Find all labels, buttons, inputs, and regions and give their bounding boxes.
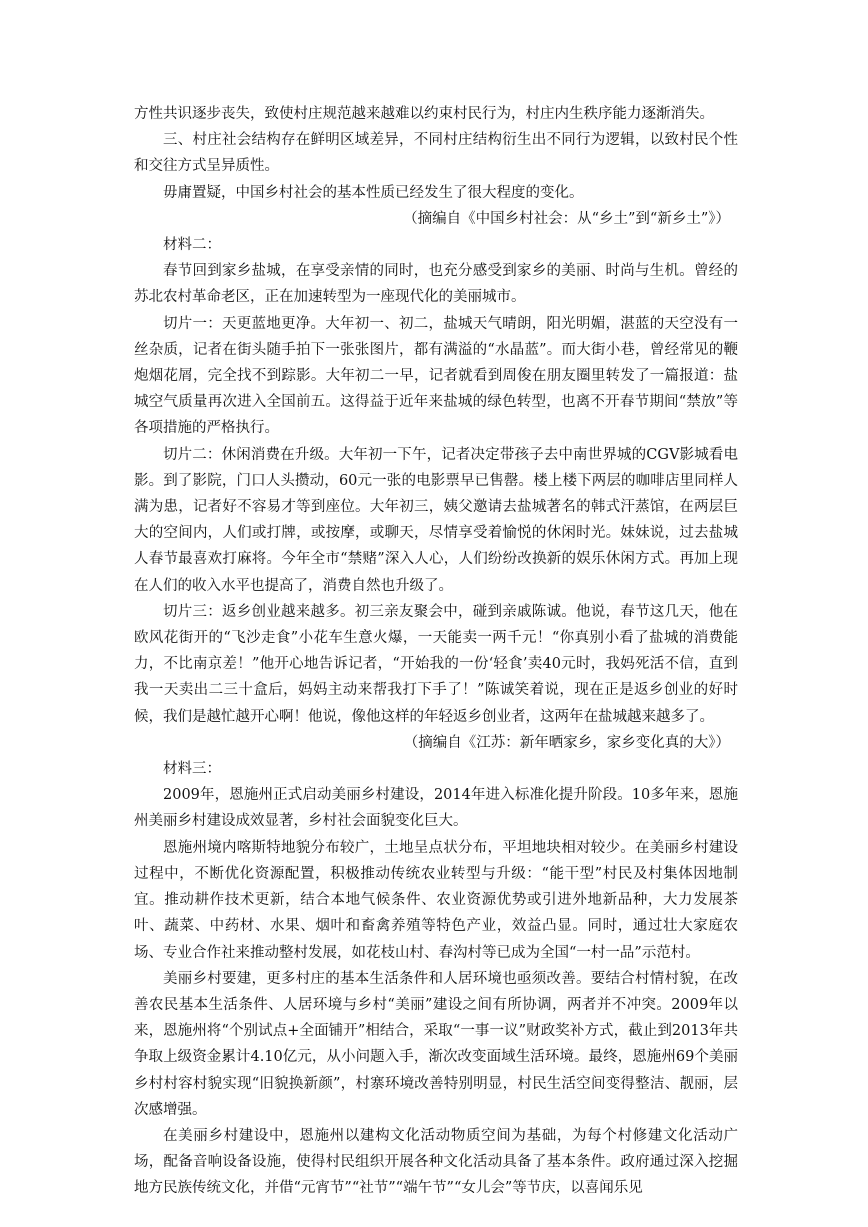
paragraph-enshi-intro: 2009年，恩施州正式启动美丽乡村建设，2014年进入标准化提升阶段。10多年来，恩施州美丽乡村建设成效显著，乡村社会面貌变化巨大。 (134, 787, 738, 830)
paragraph-slice-three: 切片三：返乡创业越来越多。初三亲友聚会中，碰到亲戚陈诚。他说，春节这几天，他在欧风花街开的“飞沙走食”小花车生意火爆，一天能卖一两千元！“你真别小看了盐城的消费能力，不比南京差！”他开心地告诉记者，“开始我的一份‘轻食’卖40元时，我妈死活不信，直到我一天卖出二三十盒后，妈妈主动来帮我打下手了！”陈诚笑着说，现在正是返乡创业的好时候，我们是越忙越开心啊！他说，像他这样的年轻返乡创业者，这两年在盐城越来越多了。 (134, 603, 738, 725)
paragraph-slice-one: 切片一：天更蓝地更净。大年初一、初二，盐城天气晴朗，阳光明媚，湛蓝的天空没有一丝杂质，记者在街头随手拍下一张张图片，都有满溢的“水晶蓝”。而大街小巷，曾经常见的鞭炮烟花屑，完全找不到踪影。大年初二一早，记者就看到周俊在朋友圈里转发了一篇报道：盐城空气质量再次进入全国前五。这得益于近年来盐城的绿色转型，也离不开春节期间“禁放”等各项措施的严格执行。 (134, 315, 738, 437)
document-page (134, 101, 738, 1202)
paragraph-enshi-culture: 在美丽乡村建设中，恩施州以建构文化活动物质空间为基础，为每个村修建文化活动广场，配备音响设备设施，使得村民组织开展各种文化活动具备了基本条件。政府通过深入挖掘地方民族传统文化，并借“元宵节”“社节”“端午节”“女儿会”等节庆，以喜闻乐见 (134, 1127, 738, 1197)
material-two-heading: 材料二： (163, 237, 221, 254)
source-citation-2: （摘编自《江苏：新年晒家乡，家乡变化真的大》） (403, 734, 730, 751)
paragraph-intro-yancheng: 春节回到家乡盐城，在享受亲情的同时，也充分感受到家乡的美丽、时尚与生机。曾经的苏北农村革命老区，正在加速转型为一座现代化的美丽城市。 (134, 263, 738, 306)
paragraph-enshi-agriculture: 恩施州境内喀斯特地貌分布较广，土地呈点状分布，平坦地块相对较少。在美丽乡村建设过程中，不断优化资源配置，积极推动传统农业转型与升级：“能干型”村民及村集体因地制宜。推动耕作技术更新，结合本地气候条件、农业资源优势或引进外地新品种，大力发展茶叶、蔬菜、中药材、水果、烟叶和畜禽养殖等特色产业，效益凸显。同时，通过壮大家庭农场、专业合作社来推动整村发展，如花枝山村、春沟村等已成为全国“一村一品”示范村。 (134, 839, 738, 961)
paragraph-continuation: 方性共识逐步丧失，致使村庄规范越来越难以约束村民行为，村庄内生秩序能力逐渐消失。 (134, 106, 714, 122)
paragraph-point-three: 三、村庄社会结构存在鲜明区域差异，不同村庄结构衍生出不同行为逻辑，以致村民个性和交往方式呈异质性。 (134, 132, 738, 175)
paragraph-enshi-living: 美丽乡村要建，更多村庄的基本生活条件和人居环境也亟须改善。要结合村情村貌，在改善农民基本生活条件、人居环境与乡村“美丽”建设之间有所协调，两者并不冲突。2009年以来，恩施州将“个别试点+全面铺开”相结合，采取“一事一议”财政奖补方式，截止到2013年共争取上级资金累计4.10亿元，从小问题入手，渐次改变面域生活环境。最终，恩施州69个美丽乡村村容村貌实现“旧貌换新颜”，村寨环境改善特别明显，村民生活空间变得整洁、靓丽，层次感增强。 (134, 970, 738, 1118)
source-citation-1: （摘编自《中国乡村社会：从“乡土”到“新乡土”》） (403, 210, 730, 227)
paragraph-slice-two: 切片二：休闲消费在升级。大年初一下午，记者决定带孩子去中南世界城的CGV影城看电影。到了影院，门口人头攒动，60元一张的电影票早已售罄。楼上楼下两层的咖啡店里同样人满为患，记者好不容易才等到座位。大年初三，姨父邀请去盐城著名的韩式汗蒸馆，在两层巨大的空间内，人们或打牌，或按摩，或聊天，尽情享受着愉悦的休闲时光。妹妹说，过去盐城人春节最喜欢打麻将。今年全市“禁赌”深入人心，人们纷纷改换新的娱乐休闲方式。再加上现在人们的收入水平也提高了，消费自然也升级了。 (134, 446, 738, 594)
material-three-heading: 材料三： (163, 761, 221, 778)
paragraph-conclusion: 毋庸置疑，中国乡村社会的基本性质已经发生了很大程度的变化。 (163, 184, 584, 201)
